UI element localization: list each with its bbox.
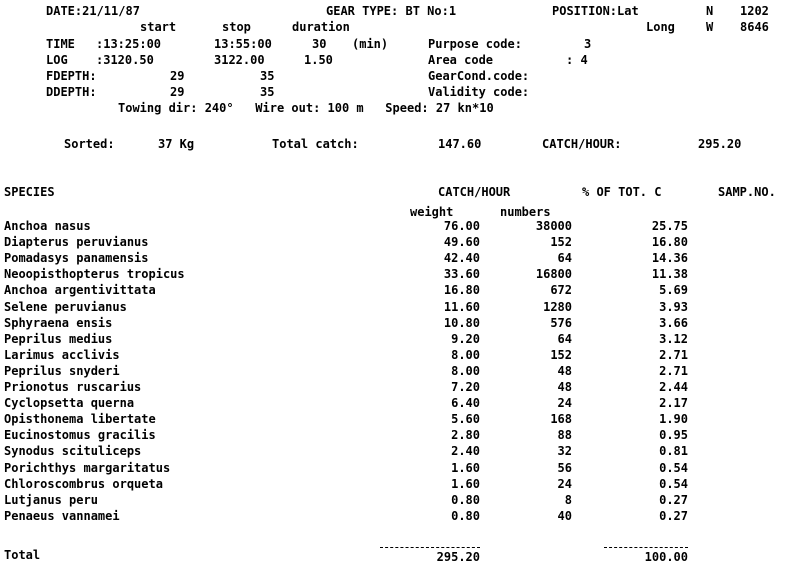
catch-per-hour-label: CATCH/HOUR: — [542, 137, 622, 151]
time-stop: 13:55:00 — [214, 37, 272, 51]
catch-per-hour-column-header: CATCH/HOUR — [438, 185, 511, 199]
numbers-value: 24 — [557, 477, 572, 491]
weight-value: 8.00 — [451, 348, 480, 362]
species-name: Sphyraena ensis — [4, 316, 113, 330]
numbers-value: 48 — [557, 380, 572, 394]
numbers-value: 152 — [550, 348, 572, 362]
numbers-value: 64 — [557, 251, 572, 265]
numbers-value: 16800 — [535, 267, 572, 281]
log-duration: 1.50 — [304, 53, 333, 67]
numbers-value: 152 — [550, 235, 572, 249]
percent-value: 2.17 — [659, 396, 688, 410]
species-name: Larimus acclivis — [4, 348, 120, 362]
percent-value: 3.66 — [659, 316, 688, 330]
weight-value: 49.60 — [443, 235, 480, 249]
long-label: Long — [646, 20, 675, 34]
weight-value: 11.60 — [443, 300, 480, 314]
weight-value: 2.80 — [451, 428, 480, 442]
lat-direction: N — [706, 4, 714, 18]
total-weight-value: 295.20 — [436, 550, 480, 564]
percent-value: 0.27 — [659, 509, 688, 523]
species-name: Neoopisthopterus tropicus — [4, 267, 185, 281]
species-name: Peprilus snyderi — [4, 364, 120, 378]
lat-value: 1202 — [740, 4, 769, 18]
ddepth-label: DDEPTH: — [46, 85, 97, 99]
weight-value: 2.40 — [451, 444, 480, 458]
species-name: Prionotus ruscarius — [4, 380, 142, 394]
numbers-value: 8 — [564, 493, 572, 507]
percent-value: 1.90 — [659, 412, 688, 426]
weight-value: 5.60 — [451, 412, 480, 426]
sample-number-column-header: SAMP.NO. — [718, 185, 776, 199]
weight-column-header: weight — [410, 205, 454, 219]
area-code-value: : 4 — [566, 53, 588, 67]
numbers-value: 38000 — [535, 219, 572, 233]
percent-value: 5.69 — [659, 283, 688, 297]
species-name: Eucinostomus gracilis — [4, 428, 156, 442]
weight-value: 0.80 — [451, 493, 480, 507]
log-label: LOG — [46, 53, 68, 67]
ddepth-start: 29 — [170, 85, 185, 99]
weight-value: 8.00 — [451, 364, 480, 378]
numbers-column-header: numbers — [500, 205, 551, 219]
weight-value: 10.80 — [443, 316, 480, 330]
species-name: Penaeus vannamei — [4, 509, 120, 523]
col-stop-label: stop — [222, 20, 251, 34]
weight-value: 33.60 — [443, 267, 480, 281]
long-value: 8646 — [740, 20, 769, 34]
species-name: Chloroscombrus orqueta — [4, 477, 163, 491]
numbers-value: 88 — [557, 428, 572, 442]
time-label: TIME — [46, 37, 75, 51]
species-name: Synodus scituliceps — [4, 444, 142, 458]
percent-total-rule — [604, 547, 688, 548]
weight-value: 1.60 — [451, 477, 480, 491]
numbers-value: 1280 — [543, 300, 572, 314]
species-name: Opisthonema libertate — [4, 412, 156, 426]
time-start: :13:25:00 — [96, 37, 162, 51]
percent-value: 0.95 — [659, 428, 688, 442]
percent-value: 2.71 — [659, 348, 688, 362]
weight-value: 0.80 — [451, 509, 480, 523]
species-column-header: SPECIES — [4, 185, 55, 199]
col-duration-label: duration — [292, 20, 350, 34]
time-duration: 30 — [312, 37, 327, 51]
numbers-value: 48 — [557, 364, 572, 378]
weight-value: 42.40 — [443, 251, 480, 265]
log-start: :3120.50 — [96, 53, 154, 67]
numbers-value: 32 — [557, 444, 572, 458]
fdepth-start: 29 — [170, 69, 185, 83]
fdepth-label: FDEPTH: — [46, 69, 97, 83]
species-name: Diapterus peruvianus — [4, 235, 149, 249]
total-catch-label: Total catch: — [272, 137, 359, 151]
species-name: Peprilus medius — [4, 332, 113, 346]
species-name: Pomadasys panamensis — [4, 251, 149, 265]
percent-value: 0.27 — [659, 493, 688, 507]
position-label: POSITION:Lat — [552, 4, 639, 18]
percent-value: 16.80 — [651, 235, 688, 249]
fdepth-stop: 35 — [260, 69, 275, 83]
validity-code-label: Validity code: — [428, 85, 530, 99]
sorted-label: Sorted: — [64, 137, 115, 151]
time-unit: (min) — [352, 37, 389, 51]
weight-total-rule — [380, 547, 480, 548]
species-name: Porichthys margaritatus — [4, 461, 171, 475]
area-code-label: Area code — [428, 53, 494, 67]
numbers-value: 56 — [557, 461, 572, 475]
col-start-label: start — [140, 20, 177, 34]
percent-value: 0.54 — [659, 461, 688, 475]
total-catch-value: 147.60 — [438, 137, 482, 151]
percent-value: 2.44 — [659, 380, 688, 394]
purpose-code-value: 3 — [584, 37, 592, 51]
percent-value: 0.54 — [659, 477, 688, 491]
gear-type-field: GEAR TYPE: BT No:1 — [326, 4, 457, 18]
percent-value: 0.81 — [659, 444, 688, 458]
gearcond-code-label: GearCond.code: — [428, 69, 530, 83]
percent-of-total-column-header: % OF TOT. C — [582, 185, 662, 199]
numbers-value: 168 — [550, 412, 572, 426]
weight-value: 9.20 — [451, 332, 480, 346]
percent-value: 14.36 — [651, 251, 688, 265]
weight-value: 76.00 — [443, 219, 480, 233]
numbers-value: 576 — [550, 316, 572, 330]
numbers-value: 24 — [557, 396, 572, 410]
ddepth-stop: 35 — [260, 85, 275, 99]
towing-info: Towing dir: 240° Wire out: 100 m Speed: 27 kn*10 — [118, 101, 494, 115]
date-field: DATE:21/11/87 — [46, 4, 140, 18]
sorted-value: 37 Kg — [158, 137, 195, 151]
species-name: Lutjanus peru — [4, 493, 98, 507]
long-direction: W — [706, 20, 714, 34]
numbers-value: 672 — [550, 283, 572, 297]
numbers-value: 40 — [557, 509, 572, 523]
percent-value: 3.12 — [659, 332, 688, 346]
weight-value: 6.40 — [451, 396, 480, 410]
percent-value: 11.38 — [651, 267, 688, 281]
purpose-code-label: Purpose code: — [428, 37, 522, 51]
species-name: Anchoa argentivittata — [4, 283, 156, 297]
percent-value: 2.71 — [659, 364, 688, 378]
species-name: Anchoa nasus — [4, 219, 91, 233]
weight-value: 7.20 — [451, 380, 480, 394]
numbers-value: 64 — [557, 332, 572, 346]
total-percent-value: 100.00 — [644, 550, 688, 564]
total-row-label: Total — [4, 548, 41, 562]
species-name: Cyclopsetta querna — [4, 396, 135, 410]
percent-value: 3.93 — [659, 300, 688, 314]
percent-value: 25.75 — [651, 219, 688, 233]
catch-per-hour-value: 295.20 — [698, 137, 742, 151]
weight-value: 1.60 — [451, 461, 480, 475]
log-stop: 3122.00 — [214, 53, 265, 67]
species-name: Selene peruvianus — [4, 300, 127, 314]
weight-value: 16.80 — [443, 283, 480, 297]
